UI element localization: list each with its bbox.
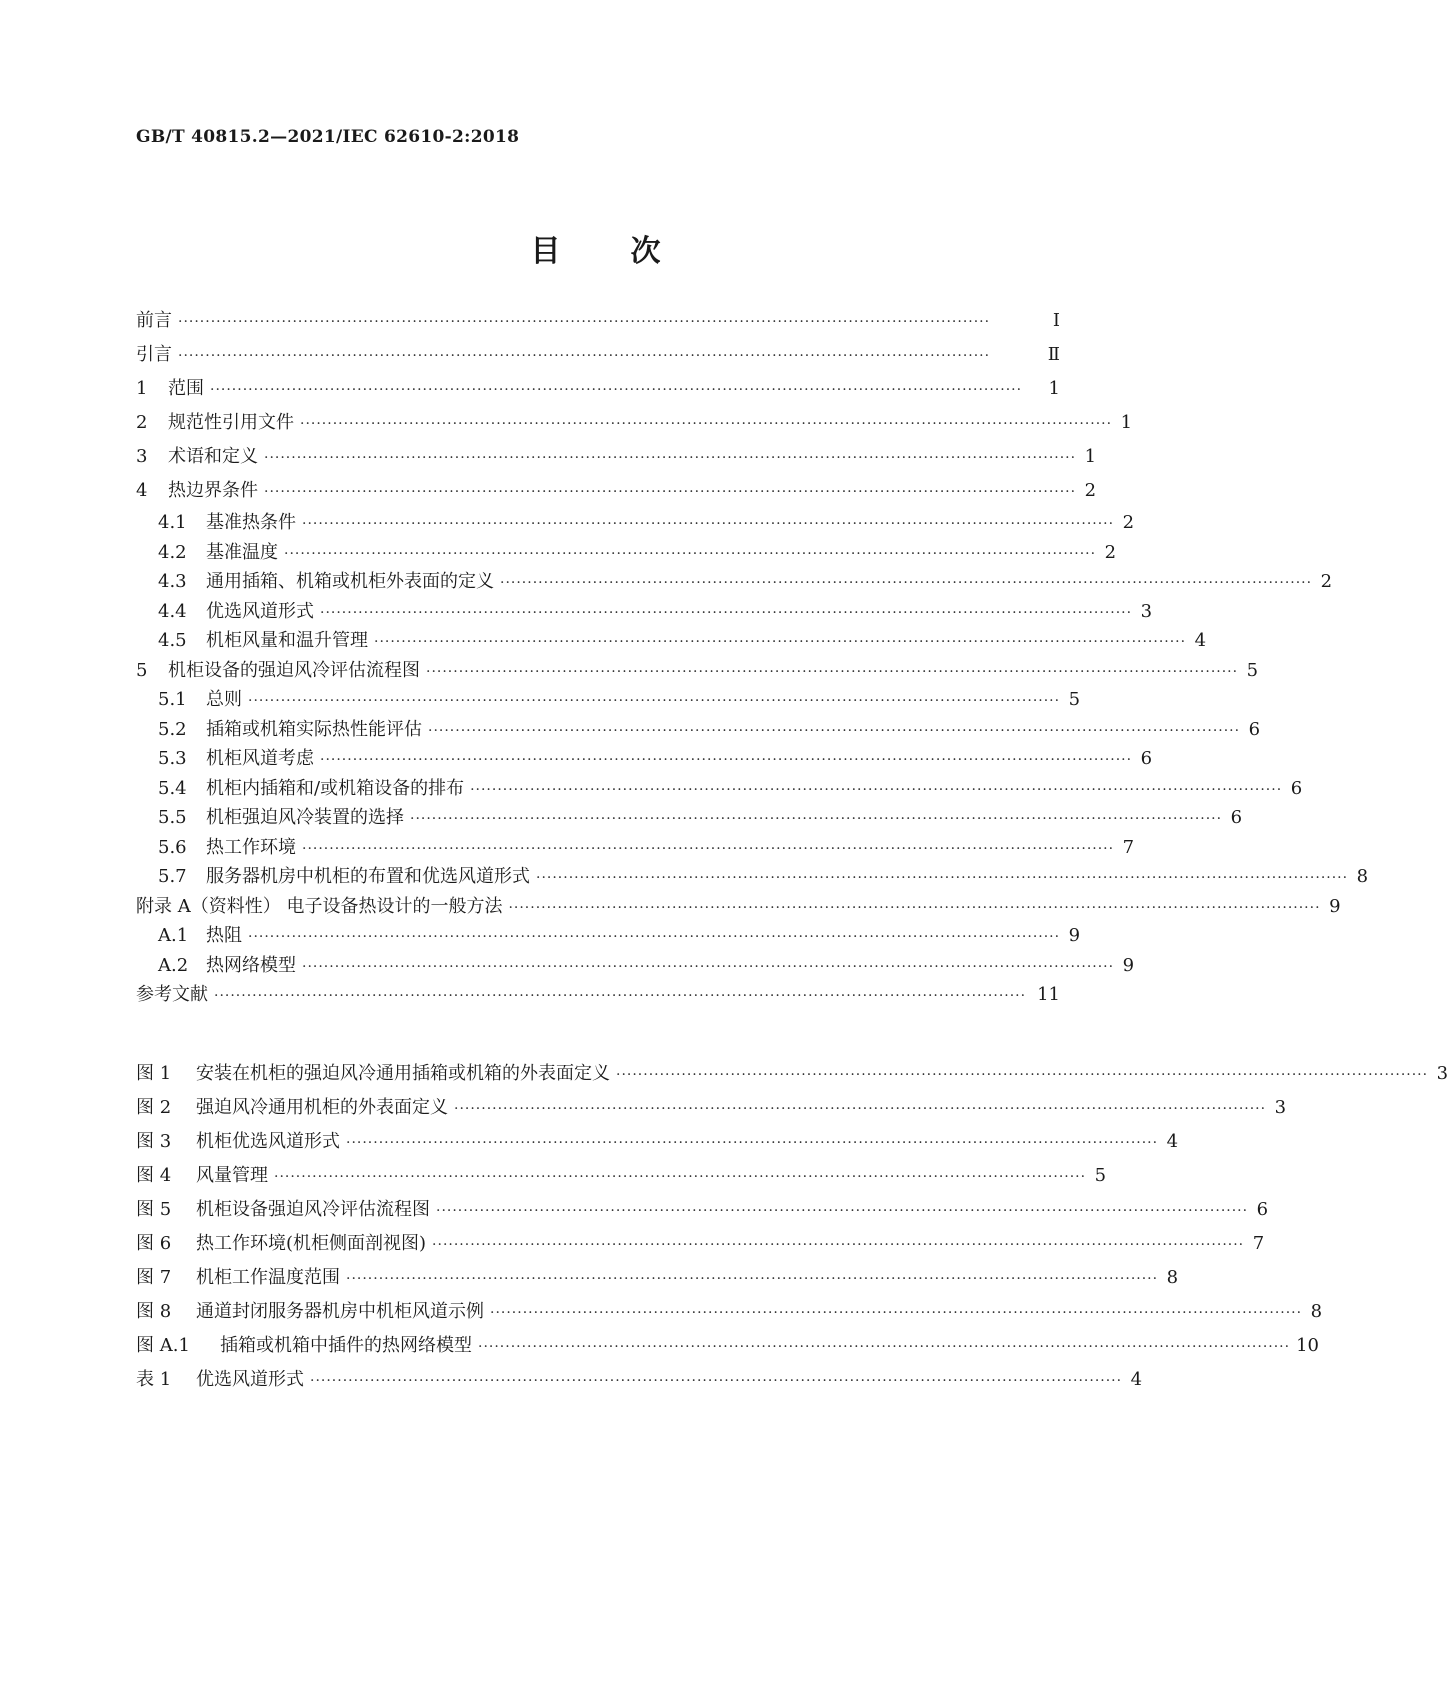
dot-leader: ·····················································································································································	[410, 811, 1223, 827]
dot-leader: ·····················································································································································	[178, 314, 991, 330]
page-number: 2	[1122, 512, 1135, 533]
entry-number: 图 2	[136, 1097, 172, 1118]
entry-title: 热边界条件	[168, 480, 258, 501]
dot-leader: ·····················································································································································	[470, 781, 1283, 798]
page-number: 3	[1436, 1063, 1448, 1084]
page-number: 1	[1084, 446, 1097, 467]
entry-title: 引言	[136, 344, 172, 365]
dot-leader: ·····················································································································································	[374, 634, 1187, 650]
entry-title: 术语和定义	[168, 446, 258, 467]
entry-number: 4.4	[158, 600, 187, 622]
entry-number: A.2	[158, 954, 189, 976]
entry-number: 图 7	[136, 1267, 172, 1288]
dot-leader: ·····················································································································································	[214, 988, 1027, 1004]
entry-number: 4.2	[158, 541, 187, 563]
page-number: 6	[1140, 748, 1153, 769]
dot-leader: ·····················································································································································	[490, 1305, 1303, 1321]
entry-title: 附录 A（资料性） 电子设备热设计的一般方法	[136, 895, 503, 917]
title-char-1: 目	[530, 234, 561, 269]
entry-number: 4.1	[158, 512, 187, 533]
entry-title: 热工作环境	[206, 836, 296, 858]
entry-number: 图 3	[136, 1131, 172, 1152]
entry-number: 2	[136, 412, 148, 433]
toc-entry[interactable]	[136, 715, 1261, 745]
entry-number: 5.2	[158, 718, 187, 740]
entry-number: 图 8	[136, 1301, 172, 1322]
dot-leader: ·····················································································································································	[210, 382, 1023, 398]
entry-title: 优选风道形式	[206, 600, 314, 622]
dot-leader: ·····················································································································································	[248, 693, 1061, 709]
list-of-figures	[136, 1057, 1448, 1397]
entry-number: 图 1	[136, 1063, 172, 1084]
dot-leader: ·····················································································································································	[508, 899, 1321, 916]
entry-number: 图 4	[136, 1165, 172, 1186]
page-number: 4	[1166, 1131, 1179, 1152]
entry-title: 通用插箱、机箱或机柜外表面的定义	[206, 571, 494, 592]
page-number: 5	[1068, 689, 1081, 710]
entry-title: 前言	[136, 310, 172, 331]
entry-title: 机柜强迫风冷装置的选择	[206, 807, 404, 828]
toc-entry[interactable]	[136, 1057, 1448, 1091]
entry-number: 4.3	[158, 571, 187, 592]
dot-leader: ·····················································································································································	[300, 416, 1113, 432]
dot-leader: ·····················································································································································	[178, 348, 991, 364]
dot-leader: ·····················································································································································	[478, 1339, 1291, 1355]
toc-entry[interactable]	[136, 744, 1153, 774]
page-number: 1	[1048, 378, 1060, 399]
entry-title: 机柜工作温度范围	[196, 1267, 340, 1288]
page-number: 6	[1256, 1199, 1269, 1220]
toc-entry[interactable]	[136, 921, 1081, 951]
toc-entry[interactable]	[136, 774, 1303, 804]
dot-leader: ·····················································································································································	[454, 1101, 1267, 1117]
entry-number: 1	[136, 378, 148, 399]
page-number: Ⅱ	[1047, 344, 1060, 365]
page-number: 9	[1068, 925, 1081, 946]
dot-leader: ·····················································································································································	[302, 516, 1115, 532]
entry-title: 规范性引用文件	[168, 412, 294, 433]
entry-number: A.1	[158, 925, 189, 946]
toc-entry[interactable]	[136, 1193, 1269, 1227]
entry-title: 机柜设备强迫风冷评估流程图	[196, 1199, 430, 1220]
title-char-2: 次	[630, 234, 661, 269]
toc-entry[interactable]	[136, 1125, 1179, 1159]
entry-title: 插箱或机箱中插件的热网络模型	[220, 1335, 472, 1356]
entry-title: 热网络模型	[206, 954, 296, 976]
toc-entry[interactable]	[136, 656, 1259, 686]
page-number: 7	[1122, 836, 1135, 858]
toc-entry[interactable]	[136, 626, 1207, 656]
toc-entry[interactable]	[136, 338, 1060, 372]
entry-number: 5.7	[158, 866, 187, 887]
page-number: 2	[1104, 541, 1117, 563]
page-number: 6	[1290, 777, 1303, 799]
entry-number: 5.5	[158, 807, 187, 828]
table-of-contents	[136, 304, 1369, 1010]
page-number: Ⅰ	[1052, 310, 1060, 331]
entry-title: 基准热条件	[206, 512, 296, 533]
toc-entry[interactable]	[136, 1295, 1323, 1329]
entry-title: 机柜风道考虑	[206, 748, 314, 769]
page-number: 8	[1166, 1267, 1179, 1288]
entry-title: 机柜优选风道形式	[196, 1131, 340, 1152]
entry-title: 总则	[206, 689, 242, 710]
entry-number: 5.3	[158, 748, 187, 769]
dot-leader: ·····················································································································································	[432, 1237, 1245, 1253]
page-title	[0, 226, 1191, 270]
page-number: 11	[1037, 984, 1060, 1005]
dot-leader: ·····················································································································································	[284, 545, 1097, 562]
dot-leader: ·····················································································································································	[302, 958, 1115, 975]
entry-number: 图 5	[136, 1199, 172, 1220]
toc-entry[interactable]	[136, 892, 1341, 922]
toc-entry[interactable]	[136, 304, 1060, 338]
page-number: 4	[1194, 630, 1207, 651]
page-number: 8	[1310, 1301, 1323, 1322]
toc-entry[interactable]	[136, 567, 1333, 597]
dot-leader: ·····················································································································································	[428, 722, 1241, 739]
entry-title: 范围	[168, 378, 204, 399]
toc-entry[interactable]	[136, 833, 1135, 863]
entry-title: 机柜内插箱和/或机箱设备的排布	[206, 777, 465, 799]
page-number: 8	[1356, 866, 1369, 887]
entry-number: 4.5	[158, 630, 187, 651]
dot-leader: ·····················································································································································	[320, 604, 1133, 621]
toc-entry[interactable]	[136, 1091, 1287, 1125]
toc-entry[interactable]	[136, 538, 1117, 568]
page-number: 5	[1246, 659, 1259, 681]
page-number: 10	[1296, 1335, 1319, 1356]
toc-entry[interactable]	[136, 1159, 1107, 1193]
entry-title: 热阻	[206, 925, 242, 946]
entry-title: 通道封闭服务器机房中机柜风道示例	[196, 1301, 484, 1322]
page-number: 2	[1084, 480, 1097, 501]
toc-entry[interactable]	[136, 597, 1153, 627]
standard-code: GB/T 40815.2—2021/IEC 62610-2:2018	[136, 127, 520, 147]
dot-leader: ·····················································································································································	[274, 1169, 1087, 1185]
dot-leader: ·····················································································································································	[264, 484, 1077, 500]
entry-title: 强迫风冷通用机柜的外表面定义	[196, 1097, 448, 1118]
entry-title: 机柜设备的强迫风冷评估流程图	[168, 659, 420, 681]
toc-entry[interactable]	[136, 406, 1133, 440]
entry-number: 5.6	[158, 836, 187, 858]
page-number: 1	[1120, 412, 1133, 433]
page-number: 9	[1329, 895, 1341, 917]
dot-leader: ·····················································································································································	[436, 1203, 1249, 1219]
dot-leader: ·····················································································································································	[320, 752, 1133, 768]
entry-number: 5	[136, 659, 148, 681]
toc-entry[interactable]	[136, 1227, 1265, 1261]
page-number: 9	[1122, 954, 1135, 976]
page-number: 7	[1252, 1233, 1265, 1254]
dot-leader: ·····················································································································································	[310, 1373, 1123, 1389]
toc-entry[interactable]	[136, 951, 1135, 981]
page-number: 2	[1320, 571, 1333, 592]
toc-entry[interactable]	[136, 474, 1097, 508]
dot-leader: ·····················································································································································	[264, 450, 1077, 466]
dot-leader: ·····················································································································································	[248, 929, 1061, 945]
entry-title: 安装在机柜的强迫风冷通用插箱或机箱的外表面定义	[196, 1063, 610, 1084]
entry-title: 插箱或机箱实际热性能评估	[206, 718, 422, 740]
toc-entry[interactable]	[136, 508, 1135, 538]
entry-number: 4	[136, 480, 148, 501]
entry-title: 优选风道形式	[196, 1369, 304, 1390]
page-number: 6	[1248, 718, 1261, 740]
entry-number: 表 1	[136, 1369, 172, 1390]
entry-title: 机柜风量和温升管理	[206, 630, 368, 651]
entry-title: 服务器机房中机柜的布置和优选风道形式	[206, 866, 530, 887]
dot-leader: ·····················································································································································	[302, 840, 1115, 857]
toc-entry[interactable]	[136, 685, 1081, 715]
dot-leader: ·····················································································································································	[536, 870, 1349, 886]
entry-number: 图 6	[136, 1233, 172, 1254]
toc-entry[interactable]	[136, 803, 1243, 833]
page-number: 3	[1140, 600, 1153, 622]
dot-leader: ·····················································································································································	[346, 1271, 1159, 1287]
entry-title: 参考文献	[136, 984, 208, 1005]
page-number: 6	[1230, 807, 1243, 828]
entry-title: 基准温度	[206, 541, 278, 563]
page-number: 4	[1130, 1369, 1143, 1390]
page-number: 5	[1094, 1165, 1107, 1186]
entry-number: 图 A.1	[136, 1335, 190, 1356]
dot-leader: ·····················································································································································	[426, 663, 1239, 680]
toc-entry[interactable]	[136, 1329, 1319, 1363]
toc-entry[interactable]	[136, 980, 1060, 1010]
entry-number: 3	[136, 446, 148, 467]
dot-leader: ·····················································································································································	[616, 1067, 1429, 1083]
toc-entry[interactable]	[136, 1363, 1143, 1397]
toc-entry[interactable]	[136, 1261, 1179, 1295]
dot-leader: ·····················································································································································	[346, 1135, 1159, 1151]
dot-leader: ·····················································································································································	[500, 575, 1313, 591]
entry-number: 5.1	[158, 689, 187, 710]
toc-entry[interactable]	[136, 440, 1097, 474]
page-number: 3	[1274, 1097, 1287, 1118]
toc-entry[interactable]	[136, 862, 1369, 892]
entry-title: 热工作环境(机柜侧面剖视图)	[196, 1233, 427, 1254]
entry-title: 风量管理	[196, 1165, 268, 1186]
entry-number: 5.4	[158, 777, 187, 799]
toc-entry[interactable]	[136, 372, 1060, 406]
